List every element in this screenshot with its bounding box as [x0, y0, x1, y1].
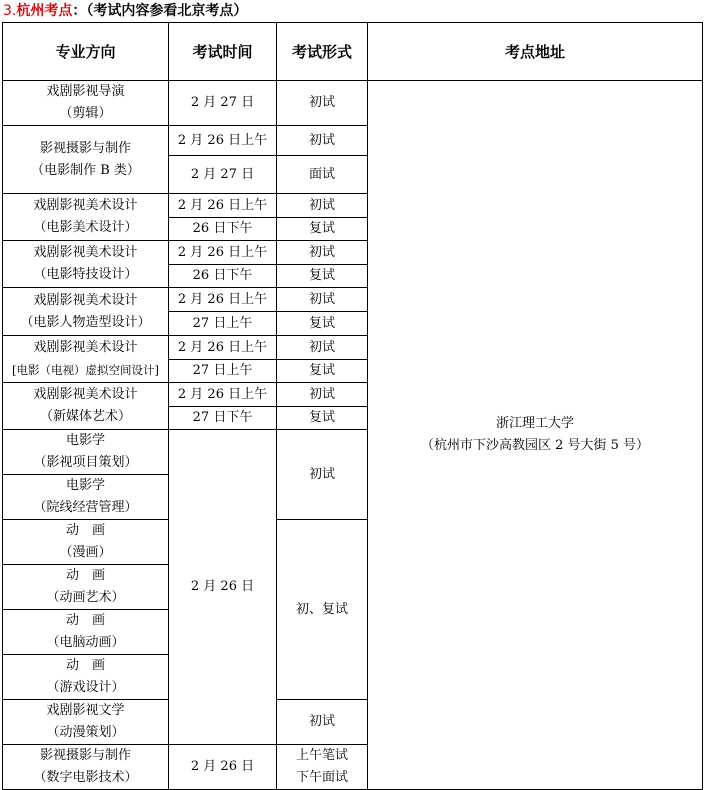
- major-name: 动 画: [65, 613, 105, 628]
- section-note: （考试内容参看北京考点）: [86, 3, 248, 19]
- major-sub: （影视项目策划）: [33, 455, 138, 470]
- form-cell: 初、复试: [277, 520, 368, 700]
- time-cell: 2 月 26 日上午: [169, 126, 277, 156]
- major-sub: （动画艺术）: [46, 590, 125, 605]
- major-sub: （剪辑）: [59, 106, 112, 121]
- form-cell: 初试: [277, 700, 368, 745]
- major-name: 戏剧影视美术设计: [33, 198, 138, 213]
- form-cell: 初试: [277, 383, 368, 407]
- form-cell: 初试: [277, 336, 368, 360]
- header-time: 考试时间: [169, 23, 277, 81]
- form-cell: 初试: [277, 126, 368, 156]
- time-cell: 27 日上午: [169, 312, 277, 336]
- major-cell: [3, 475, 169, 520]
- major-sub: （新媒体艺术）: [39, 409, 131, 424]
- section-number: 3.: [3, 3, 17, 19]
- major-sub: （电脑动画）: [46, 635, 125, 650]
- exam-schedule-table: [2, 22, 703, 790]
- form-cell: 初试: [277, 241, 368, 265]
- major-sub: （漫画）: [59, 545, 112, 560]
- time-cell: 27 日下午: [169, 407, 277, 430]
- major-name: 动 画: [65, 658, 105, 673]
- table-row: [3, 81, 703, 126]
- major-cell: [3, 288, 169, 336]
- time-cell: 2 月 27 日: [169, 156, 277, 194]
- major-cell: [3, 126, 169, 194]
- time-cell: 26 日下午: [169, 218, 277, 241]
- major-cell: [3, 81, 169, 126]
- time-cell: 2 月 26 日上午: [169, 383, 277, 407]
- time-cell: 2 月 26 日上午: [169, 288, 277, 312]
- time-cell: 2 月 26 日上午: [169, 241, 277, 265]
- major-name: 戏剧影视导演: [46, 84, 125, 99]
- form-cell: 复试: [277, 265, 368, 288]
- form-cell: 复试: [277, 360, 368, 383]
- address-cell: [368, 81, 703, 790]
- major-sub: （数字电影技术）: [33, 770, 138, 785]
- address-line-1: 浙江理工大学: [495, 416, 574, 431]
- major-cell: [3, 194, 169, 241]
- form-line-2: 下午面试: [295, 770, 348, 785]
- form-cell: 面试: [277, 156, 368, 194]
- form-cell: 复试: [277, 218, 368, 241]
- major-name: 戏剧影视美术设计: [33, 292, 138, 308]
- major-sub: （电影特技设计）: [33, 267, 138, 282]
- section-heading: [3, 0, 247, 22]
- header-major: 专业方向: [3, 23, 169, 81]
- major-name: 影视摄影与制作: [39, 748, 131, 763]
- major-cell: [3, 430, 169, 475]
- header-address: 考点地址: [368, 23, 703, 81]
- time-cell: 2 月 26 日: [169, 745, 277, 790]
- major-name: 戏剧影视美术设计: [33, 387, 138, 402]
- major-name: 戏剧影视文学: [46, 703, 125, 718]
- address-line-2: （杭州市下沙高教园区 2 号大街 5 号）: [420, 438, 650, 453]
- major-name: 动 画: [65, 523, 105, 538]
- form-cell: 初试: [277, 430, 368, 520]
- major-name: 戏剧影视美术设计: [33, 245, 138, 260]
- form-cell: 初试: [277, 194, 368, 218]
- time-cell: 26 日下午: [169, 265, 277, 288]
- form-cell: 初试: [277, 81, 368, 126]
- major-name: 电影学: [65, 478, 105, 493]
- time-cell: 2 月 26 日上午: [169, 336, 277, 360]
- major-cell: [3, 241, 169, 288]
- form-cell: 初试: [277, 288, 368, 312]
- section-city: 杭州考点: [16, 3, 73, 19]
- time-cell: 2 月 27 日: [169, 81, 277, 126]
- table-header-row: [3, 23, 703, 81]
- major-cell: [3, 700, 169, 745]
- form-cell: [277, 745, 368, 790]
- time-cell: 2 月 26 日: [169, 430, 277, 745]
- time-cell: 2 月 26 日上午: [169, 194, 277, 218]
- major-cell: [3, 610, 169, 655]
- major-sub: （电影人物造型设计）: [20, 314, 151, 330]
- major-sub: （游戏设计）: [46, 680, 125, 695]
- major-name: 电影学: [65, 433, 105, 448]
- major-cell: [3, 655, 169, 700]
- major-cell: [3, 565, 169, 610]
- major-sub: （院线经营管理）: [33, 500, 138, 515]
- major-cell: [3, 745, 169, 790]
- major-name: 影视摄影与制作: [39, 140, 131, 156]
- major-sub: （电影制作 B 类）: [31, 162, 140, 178]
- major-sub: （动漫策划）: [46, 725, 125, 740]
- major-cell: [3, 383, 169, 430]
- major-name: 动 画: [65, 568, 105, 583]
- header-form: 考试形式: [277, 23, 368, 81]
- form-cell: 复试: [277, 312, 368, 336]
- time-cell: 27 日上午: [169, 360, 277, 383]
- major-name: 戏剧影视美术设计: [33, 340, 138, 355]
- form-cell: 复试: [277, 407, 368, 430]
- section-colon: ：: [72, 3, 87, 19]
- major-sub: [电影（电视）虚拟空间设计]: [12, 363, 159, 377]
- major-sub: （电影美术设计）: [33, 220, 138, 235]
- form-line-1: 上午笔试: [295, 748, 348, 763]
- major-cell: [3, 336, 169, 383]
- major-cell: [3, 520, 169, 565]
